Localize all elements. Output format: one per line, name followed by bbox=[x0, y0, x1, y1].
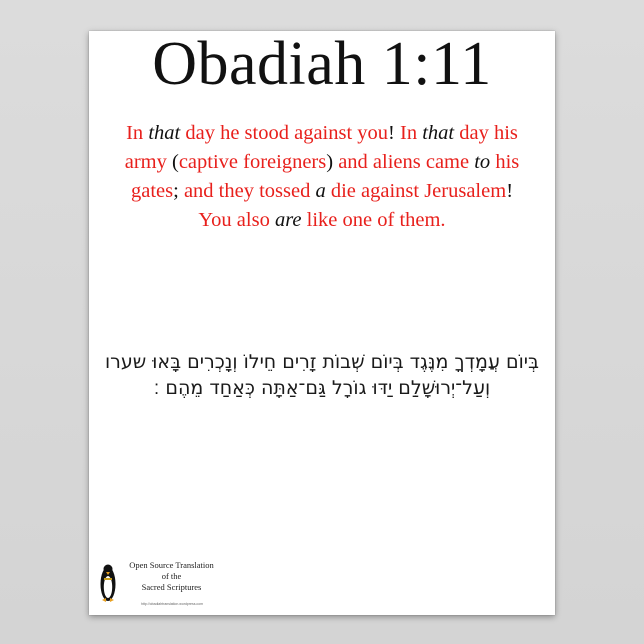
verse-text-segment: In bbox=[400, 122, 423, 144]
verse-text-segment: ! bbox=[388, 122, 400, 144]
verse-text-segment: You also bbox=[198, 209, 275, 231]
footer-caption bbox=[119, 560, 224, 593]
english-line-2 bbox=[91, 148, 553, 177]
verse-text-segment: a bbox=[315, 180, 326, 202]
verse-text-segment: his bbox=[490, 151, 520, 173]
verse-text-segment: ! bbox=[506, 180, 514, 202]
verse-text-segment: In bbox=[126, 122, 149, 144]
verse-text-segment: are bbox=[274, 209, 302, 231]
footer bbox=[99, 558, 239, 608]
verse-text-segment: to bbox=[474, 151, 491, 173]
verse-text-segment: ( bbox=[171, 151, 179, 173]
verse-text-segment: that bbox=[148, 122, 181, 144]
verse-text-segment: day he stood against you bbox=[180, 122, 389, 144]
verse-text-segment: army bbox=[124, 151, 172, 173]
english-verse bbox=[89, 119, 555, 235]
english-line-3 bbox=[91, 177, 553, 206]
hebrew-line-2: וְעַל־יְרוּשָׁלִַם יַדּוּ גוֹרָל גַּם־אַתָּה כְּאַחַד מֵהֶם ׃ bbox=[153, 377, 491, 399]
poster bbox=[89, 31, 555, 615]
verse-text-segment: and they tossed bbox=[178, 180, 316, 202]
verse-text-segment: that bbox=[422, 122, 455, 144]
hebrew-line-1: בְּיוֹם עֲמָדְךָ מִנֶּגֶד בְּיוֹם שְׁבוֹת זָרִים חֵילוֹ וְנָכְרִים בָּאוּ שערו bbox=[104, 351, 540, 373]
page-title: Obadiah 1:11 bbox=[152, 30, 492, 98]
verse-text-segment: captive foreigners bbox=[178, 151, 327, 173]
penguin-logo-icon bbox=[99, 560, 117, 604]
verse-text-segment: and aliens came bbox=[333, 151, 475, 173]
verse-text-segment: like one of them. bbox=[301, 209, 446, 231]
verse-text-segment: ; bbox=[173, 180, 179, 202]
verse-text-segment: gates bbox=[130, 180, 174, 202]
footer-line-3: Sacred Scriptures bbox=[141, 582, 202, 592]
footer-line-2: of the bbox=[161, 571, 182, 581]
hebrew-verse bbox=[95, 349, 549, 401]
verse-text-segment: ) bbox=[326, 151, 334, 173]
verse-text-segment: die against Jerusalem bbox=[325, 180, 507, 202]
footer-url: http://obadiahtranslation.wordpress.com bbox=[140, 602, 204, 606]
english-line-4 bbox=[91, 206, 553, 235]
footer-line-1: Open Source Translation bbox=[129, 560, 214, 570]
verse-text-segment: day his bbox=[454, 122, 518, 144]
english-line-1 bbox=[91, 119, 553, 148]
